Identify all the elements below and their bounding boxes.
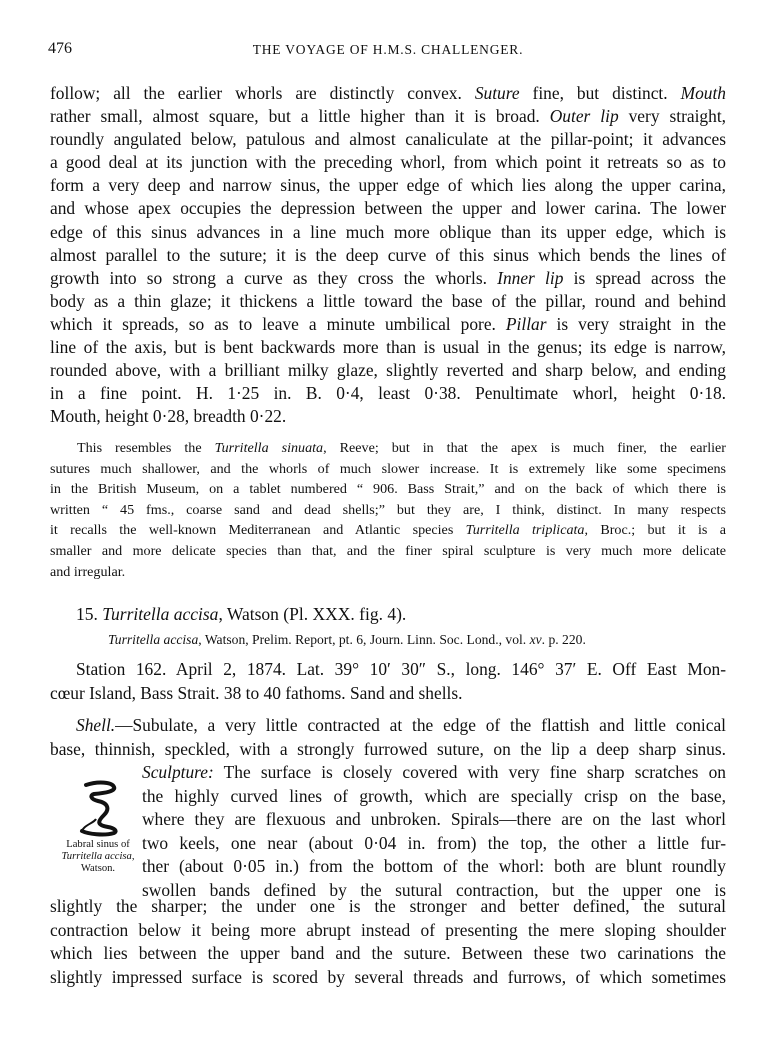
text-line: line of the axis, but is bent backwards more than is usual in the genus; its edge is narrow,: [50, 337, 726, 358]
text-line: This resembles the Turritella sinuata, Reeve; but in that the apex is much finer, the earlier: [77, 440, 726, 456]
text-line: edge of this sinus advances in a line much more oblique than its upper edge, which is: [50, 221, 726, 242]
text-line: which lies between the upper band and the suture. Between these two carinations the: [50, 943, 726, 963]
species-number: 15.: [76, 604, 98, 624]
text-line: which it spreads, so as to leave a minute umbilical pore. Pillar is very straight in the: [50, 313, 726, 334]
text-line: follow; all the earlier whorls are distinctly convex. Suture fine, but distinct. Mouth: [50, 83, 726, 103]
text-line: body as a thin glaze; it thickens a little toward the base of the pillar, round and behind: [50, 290, 726, 311]
text-line: roundly angulated below, patulous and almost canaliculate at the pillar-point; it advances: [50, 129, 726, 150]
sculpture-text: [142, 761, 726, 902]
text-line: where they are flexuous and unbroken. Spirals—there are on the last whorl: [142, 809, 726, 829]
text-line: growth into so strong a curve as they cross the whorls. Inner lip is spread across the: [50, 267, 726, 288]
text-line: almost parallel to the suture; it is the deep curve of this sinus which bends the lines of: [50, 244, 726, 265]
page-number: 476: [48, 40, 72, 57]
running-head: THE VOYAGE OF H.M.S. CHALLENGER.: [252, 42, 524, 57]
figure-caption: Labral sinus of Turritella accisa, Watson.: [61, 839, 135, 874]
text-line: rounded above, with a brilliant milky glaze, slightly reverted and sharp below, and ending: [50, 360, 726, 381]
station-paragraph: [50, 658, 726, 705]
labral-sinus-figure: [50, 779, 146, 889]
remarks-paragraph: [50, 438, 726, 582]
text-line: in a fine point. H. 1·25 in. B. 0·4, least 0·38. Penultimate whorl, height 0·18.: [50, 383, 726, 404]
text-line: form a very deep and narrow sinus, the upper edge of which lies along the upper carina,: [50, 175, 726, 196]
species-heading: [76, 604, 406, 625]
text-line: swollen bands defined by the sutural contraction, but the upper one is: [142, 879, 726, 900]
text-line: Shell.—Subulate, a very little contracted at the edge of the flattish and little conical: [76, 715, 726, 735]
shell-paragraph: [50, 714, 726, 761]
species-author-plate: , Watson (Pl. XXX. fig. 4).: [218, 604, 407, 624]
text-line: and whose apex occupies the depression between the upper and lower carina. The lower: [50, 198, 726, 219]
species-name: Turritella accisa: [102, 604, 219, 624]
text-line: in the British Museum, on a tablet numbered “ 906. Bass Strait,” and on the back of which there is: [50, 481, 726, 498]
labral-sinus-illustration: [76, 779, 126, 837]
text-line: rather small, almost square, but a little higher than it is broad. Outer lip very straight,: [50, 106, 726, 127]
text-line: sutures much shallower, and the whorls of much slower increase. It is extremely like some specimens: [50, 460, 726, 477]
text-line: written “ 45 fms., coarse sand and dead shells;” but they are, I think, distinct. In many respects: [50, 501, 726, 518]
text-line: ther (about 0·05 in.) from the bottom of the whorl: both are blunt roundly: [142, 856, 726, 876]
text-line: it recalls the well-known Mediterranean and Atlantic species Turritella triplicata, Broc.; but it is a: [50, 522, 726, 539]
text-line: base, thinnish, speckled, with a strongly furrowed suture, on the lip a deep sharp sinus.: [50, 738, 726, 759]
text-line: smaller and more delicate species than that, and the finer spiral sculpture is very much more delicate: [50, 542, 726, 559]
text-line: slightly impressed surface is scored by several threads and furrows, of which sometimes: [50, 966, 726, 987]
species-reference: Turritella accisa, Watson, Prelim. Report, pt. 6, Journ. Linn. Soc. Lond., vol. xv. p. 220.: [108, 632, 586, 647]
text-line: cœur Island, Bass Strait. 38 to 40 fathoms. Sand and shells.: [50, 682, 463, 703]
text-line: a good deal at its junction with the preceding whorl, from which point it retreats so as to: [50, 152, 726, 173]
text-line: contraction below it being more abrupt instead of presenting the mere sloping shoulder: [50, 919, 726, 940]
text-line: Mouth, height 0·28, breadth 0·22.: [50, 406, 287, 427]
page-header: [48, 40, 728, 64]
description-paragraph: [50, 82, 726, 428]
text-line: the highly curved lines of growth, which are specially crisp on the base,: [142, 785, 726, 806]
text-line: and irregular.: [50, 563, 126, 580]
continuation-paragraph: [50, 895, 726, 989]
text-line: slightly the sharper; the under one is the stronger and better defined, the sutural: [50, 896, 726, 916]
text-line: Station 162. April 2, 1874. Lat. 39° 10′ 30″ S., long. 146° 37′ E. Off East Mon-: [76, 659, 726, 679]
text-line: two keels, one near (about 0·04 in. from) the top, the other a little fur-: [142, 832, 726, 853]
text-line: Sculpture: The surface is closely covered with very fine sharp scratches on: [142, 762, 726, 782]
